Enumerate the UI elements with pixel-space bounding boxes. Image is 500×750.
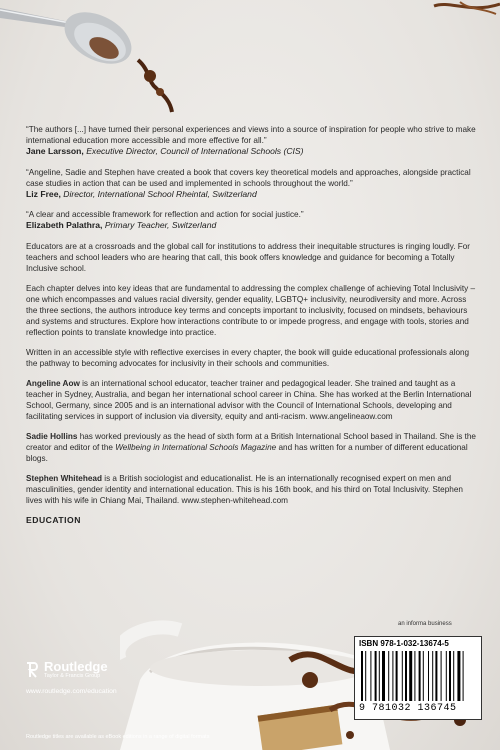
author-name: Angeline Aow [26, 378, 80, 388]
quote-author: Liz Free, [26, 188, 61, 199]
barcode-bar [405, 651, 407, 701]
quote-text: “Angeline, Sadie and Stephen have created a book that covers key theoretical models and approaches, alongside practical case studies in action that can be used and implemented in schools throughout the world.” [26, 167, 471, 188]
barcode-bar [392, 651, 393, 701]
informa-tag: an informa business [398, 621, 452, 627]
publisher-name: Routledge [44, 659, 108, 674]
barcode-bar [457, 651, 460, 701]
quote-author: Jane Larsson, [26, 146, 84, 156]
barcode-bar [428, 651, 429, 701]
quote-attribution [26, 220, 478, 232]
publisher-group: Taylor & Francis Group [44, 673, 101, 679]
author-bio-whitehead [26, 473, 478, 506]
author-bio-text: has worked previously as the head of sixth form at a British International School based in Thailand. She is the creator and editor of the [26, 431, 476, 452]
description-paragraph: Written in an accessible style with reflective exercises in every chapter, the book will guide educational professionals along the pathway to becoming advocates for inclusivity in their schools and communities. [26, 347, 470, 368]
magazine-title: Wellbeing in International Schools Magazine [115, 442, 277, 452]
quote-author-title: Executive Director, Council of International Schools (CIS) [86, 146, 304, 156]
barcode-bar [414, 651, 415, 701]
author-bio-text: is a British sociologist and educationalist. He is an internationally recognised expert on men and masculinities, gender identity and international education. This is his 16th book, and his third on Total Inclusivity. Stephen lives with his wife in Chiang Mai, Thailand. www.stephen-whitehead.com [26, 473, 463, 505]
publisher-block [26, 660, 117, 695]
barcode-bar [361, 651, 363, 701]
barcode-bar [365, 651, 366, 701]
endorsement-quote [26, 167, 478, 201]
coffee-stain [430, 0, 500, 22]
description-paragraph: Educators are at a crossroads and the global call for institutions to address their inequitable structures is ringing loudly. For teachers and school leaders who are hearing that call, this book offers knowledge and guidance for becoming a Totally Inclusive school. [26, 241, 471, 273]
author-name: Stephen Whitehead [26, 473, 102, 483]
author-bio-hollins [26, 431, 478, 464]
routledge-r-icon [26, 662, 40, 678]
author-bio-text: and has written for a number of different educational blogs. [26, 442, 468, 463]
barcode-bar [382, 651, 385, 701]
isbn-label: ISBN 978-1-032-13674-5 [359, 639, 449, 648]
description-paragraph: Each chapter delves into key ideas that are fundamental to addressing the complex challenge of achieving Total Inclusivity – one which encompasses and values racial diversity, gender equality, LGBTQ+ inclusivity, neurodiversity and more. Across the three sections, the authors introduce key terms and concepts important to inclusivity, focused on mindsets, behaviours and systems and structures. Explore how interactions contribute to or impede progress, and engage with tools, stories and reflection points to translate knowledge into practice. [26, 283, 476, 337]
endorsement-quote [26, 209, 478, 232]
barcode-bar [396, 651, 398, 701]
author-bio-aow [26, 378, 478, 422]
isbn-barcode-box [354, 636, 482, 720]
barcode-bar [423, 651, 424, 701]
barcode-bar [388, 651, 389, 701]
routledge-logo [26, 660, 117, 680]
spoon-illustration [0, 0, 200, 120]
barcode-bar [449, 651, 451, 701]
quote-attribution [26, 189, 478, 201]
barcode-bar [375, 651, 377, 701]
quote-text: “A clear and accessible framework for reflection and action for social justice.” [26, 210, 304, 219]
publisher-url: www.routledge.com/education [26, 688, 117, 695]
barcode-bar [463, 651, 464, 701]
subject-category: EDUCATION [26, 514, 81, 525]
endorsement-quote [26, 124, 478, 158]
quote-author-title: Primary Teacher, Switzerland [104, 220, 217, 230]
barcode-bar [453, 651, 454, 701]
barcode-bar [446, 651, 447, 701]
barcode-bar [435, 651, 437, 701]
quote-author-title: Director, International School Rheintal, Switzerland [63, 188, 257, 199]
back-cover-text [26, 124, 478, 525]
barcode-bar [409, 651, 412, 701]
barcode-bar [370, 651, 371, 701]
barcode-bar [419, 651, 421, 701]
ebook-note: Routledge titles are available as eBook editions in a range of digital formats [26, 734, 210, 740]
barcode-bar [441, 651, 442, 701]
author-bio-text: is an international school educator, teacher trainer and pedagogical leader. She trained and taught as a teacher in Sydney, Australia, and began her international school career in China. She has worked at the Berlin International School, Germany, since 2005 and is an international advisor with the Council of International Schools, developing and facilitating services in support of inclusion via diversity, equity and anti-racism. www.angelineaow.com [26, 378, 472, 421]
author-name: Sadie Hollins [26, 431, 78, 441]
barcode-bar [379, 651, 380, 701]
quote-text: “The authors [...] have turned their personal experiences and views into a source of inspiration for people who strive to make international education more accessible and more effective for all.” [26, 125, 476, 145]
barcode [361, 651, 475, 701]
quote-attribution [26, 146, 478, 158]
barcode-number: 9 781032 136745 [359, 703, 457, 714]
barcode-bar [402, 651, 403, 701]
quote-author: Elizabeth Palathra, [26, 220, 103, 230]
barcode-bar [432, 651, 433, 701]
